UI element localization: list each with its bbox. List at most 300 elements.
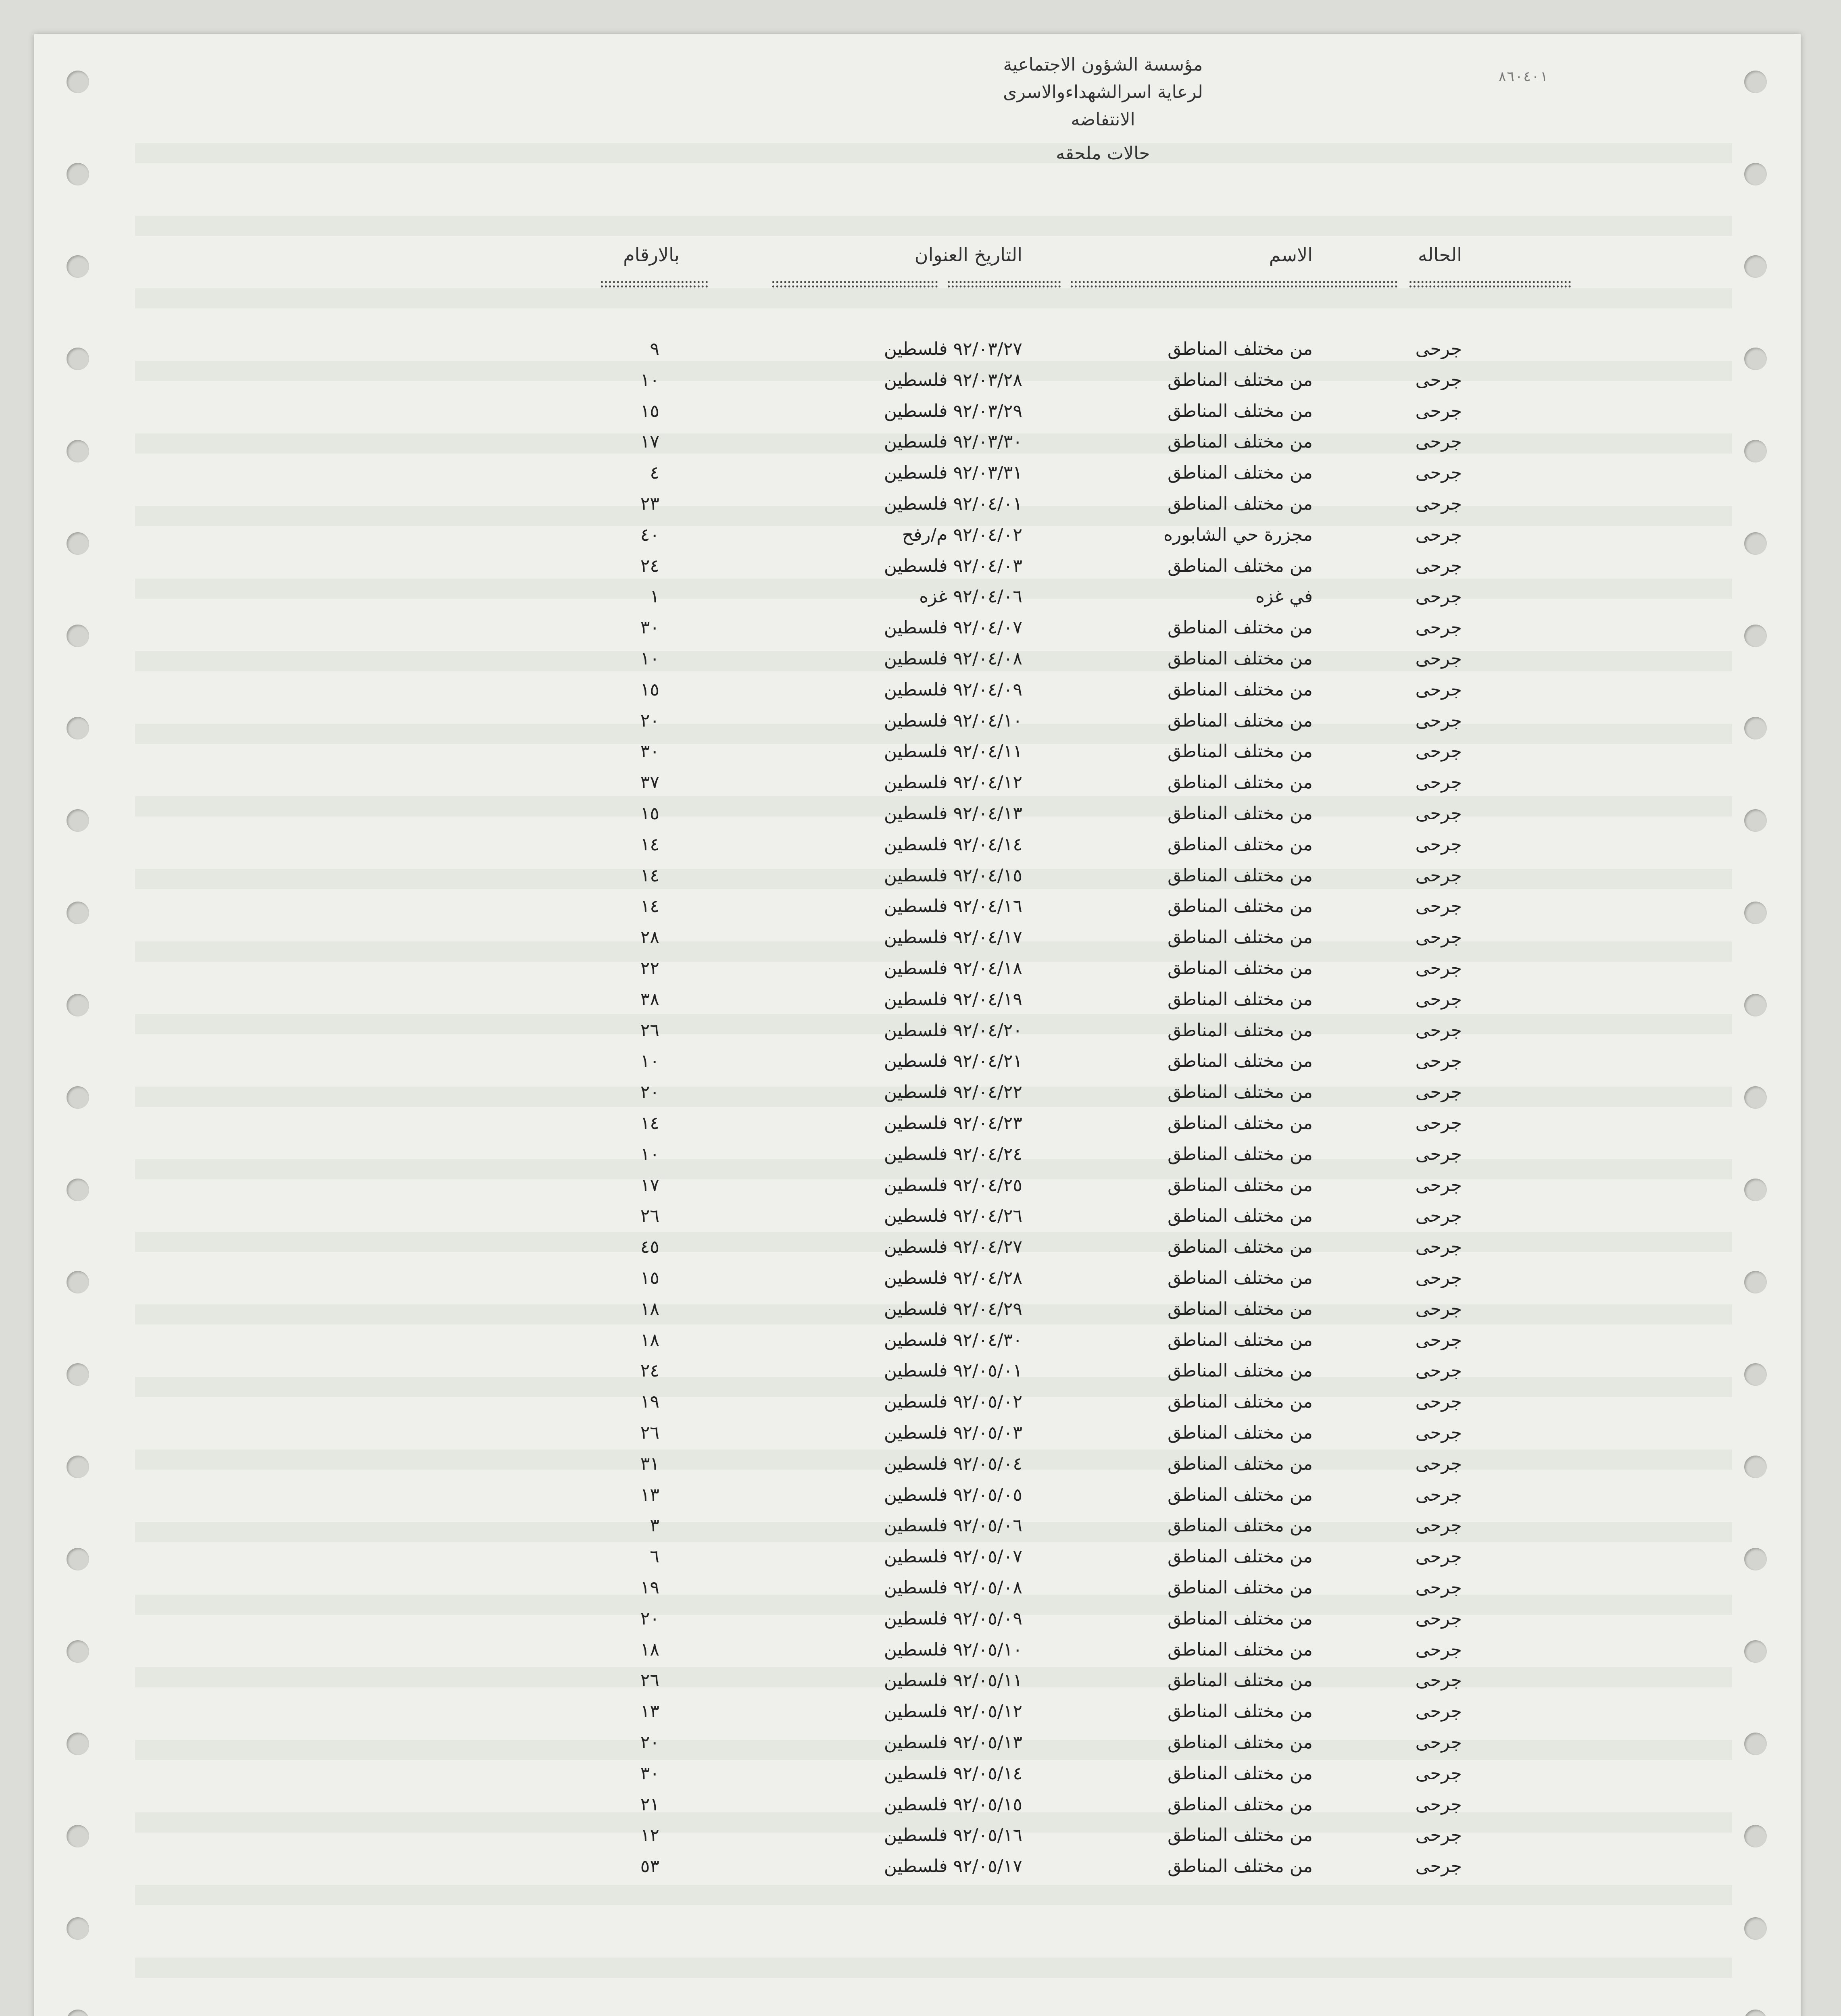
status-cell: جرحى [1415,1794,1462,1815]
date-value: ٩٢/٠٤/٢٧ [953,1237,1022,1258]
table-row [34,648,1801,679]
count-cell: ١٩ [640,1391,659,1412]
address-value: فلسطين [884,1856,948,1877]
name-cell: من مختلف المناطق [1168,772,1313,793]
date-address-cell [813,1391,1022,1412]
date-value: ٩٢/٠٤/١٣ [953,803,1022,824]
count-cell: ١٧ [640,431,659,452]
table-row [34,1485,1801,1516]
address-value: فلسطين [884,1484,948,1505]
date-value: ٩٢/٠٥/٠٥ [953,1484,1022,1505]
status-cell: جرحى [1415,462,1462,483]
date-value: ٩٢/٠٤/١٢ [953,772,1022,793]
feed-hole [67,163,89,185]
date-value: ٩٢/٠٥/١٦ [953,1825,1022,1846]
name-cell: من مختلف المناطق [1168,1825,1313,1846]
date-value: ٩٢/٠٤/١٠ [953,710,1022,731]
table-row [34,1454,1801,1485]
address-value: فلسطين [884,1020,948,1041]
date-address-cell [813,1206,1022,1226]
status-cell: جرحى [1415,1143,1462,1164]
address-value: فلسطين [884,494,948,514]
status-cell: جرحى [1415,1763,1462,1784]
address-value: فلسطين [884,1175,948,1195]
date-value: ٩٢/٠٤/٢٣ [953,1113,1022,1133]
address-value: م/رفح [902,524,948,545]
status-cell: جرحى [1415,1732,1462,1753]
name-cell: من مختلف المناطق [1168,896,1313,917]
table-row [34,1856,1801,1887]
greenbar-stripe [135,1885,1732,1905]
table-row [34,1670,1801,1701]
date-value: ٩٢/٠٥/٠٨ [953,1577,1022,1598]
name-cell: من مختلف المناطق [1168,431,1313,452]
date-value: ٩٢/٠٤/١٤ [953,834,1022,855]
count-cell: ٣١ [640,1453,659,1474]
name-cell: من مختلف المناطق [1168,1175,1313,1195]
status-cell: جرحى [1415,648,1462,669]
table-row [34,1794,1801,1825]
count-cell: ١ [650,586,659,607]
address-value: فلسطين [884,1794,948,1815]
date-address-cell [813,927,1022,948]
address-value: فلسطين [884,400,948,421]
status-cell: جرحى [1415,1391,1462,1412]
count-cell: ١٥ [640,400,659,421]
count-cell: ١٢ [640,1825,659,1846]
table-row [34,556,1801,587]
table-row [34,710,1801,741]
date-address-cell [813,1330,1022,1350]
name-cell: من مختلف المناطق [1168,462,1313,483]
address-value: فلسطين [884,431,948,452]
name-cell: من مختلف المناطق [1168,1206,1313,1227]
name-cell: من مختلف المناطق [1168,1020,1313,1041]
table-row [34,1639,1801,1670]
count-cell: ١٤ [640,1113,659,1133]
address-value: فلسطين [884,958,948,979]
name-cell: في غزه [1255,586,1313,607]
address-value: فلسطين [884,1143,948,1164]
address-value: غزه [919,586,948,607]
name-cell: من مختلف المناطق [1168,1701,1313,1722]
table-row [34,1825,1801,1856]
date-address-cell [813,865,1022,886]
date-address-cell [813,1701,1022,1722]
date-address-cell [813,431,1022,452]
count-cell: ٤٥ [640,1237,659,1258]
count-cell: ٢٠ [640,1732,659,1753]
address-value: فلسطين [884,896,948,917]
date-value: ٩٢/٠٤/١٨ [953,958,1022,979]
status-cell: جرحى [1415,524,1462,545]
status-cell: جرحى [1415,1051,1462,1072]
date-address-cell [813,1825,1022,1845]
table-row [34,772,1801,803]
name-cell: من مختلف المناطق [1168,1794,1313,1815]
name-cell: من مختلف المناطق [1168,617,1313,638]
date-address-cell [813,462,1022,483]
status-cell: جرحى [1415,772,1462,793]
count-cell: ١٩ [640,1577,659,1598]
address-value: فلسطين [884,834,948,855]
date-address-cell [813,494,1022,514]
date-value: ٩٢/٠٤/٠٢ [953,524,1022,545]
status-cell: جرحى [1415,1825,1462,1846]
date-value: ٩٢/٠٤/٢١ [953,1051,1022,1072]
count-cell: ٢٠ [640,710,659,731]
address-value: فلسطين [884,989,948,1010]
status-cell: جرحى [1415,1237,1462,1258]
address-value: فلسطين [884,865,948,886]
table-row [34,1082,1801,1113]
name-cell: من مختلف المناطق [1168,1422,1313,1443]
count-cell: ٣ [650,1515,659,1536]
count-cell: ٣٨ [640,989,659,1010]
header-underline [1409,281,1571,287]
address-value: فلسطين [884,679,948,700]
date-address-cell [813,679,1022,700]
date-address-cell [813,1670,1022,1691]
table-row [34,1144,1801,1175]
address-value: فلسطين [884,1577,948,1598]
date-address-cell [813,1639,1022,1660]
count-cell: ٦ [650,1546,659,1567]
date-address-cell [813,896,1022,916]
header-underline [601,281,708,287]
status-cell: جرحى [1415,1206,1462,1227]
date-value: ٩٢/٠٤/١٦ [953,896,1022,917]
address-value: فلسطين [884,772,948,793]
status-cell: جرحى [1415,896,1462,917]
table-row [34,1422,1801,1454]
date-value: ٩٢/٠٤/٢٥ [953,1175,1022,1195]
date-address-cell [813,1546,1022,1567]
address-value: فلسطين [884,1051,948,1072]
count-cell: ٤ [650,462,659,483]
count-cell: ٣٧ [640,772,659,793]
address-value: فلسطين [884,339,948,359]
status-cell: جرحى [1415,1175,1462,1195]
table-row [34,896,1801,927]
date-value: ٩٢/٠٣/٢٧ [953,339,1022,359]
status-cell: جرحى [1415,1329,1462,1350]
date-value: ٩٢/٠٤/١٥ [953,865,1022,886]
date-address-cell [813,1794,1022,1815]
status-cell: جرحى [1415,927,1462,948]
date-address-cell [813,1422,1022,1443]
count-cell: ٣٠ [640,617,659,638]
count-cell: ٢٦ [640,1020,659,1041]
table-row [34,834,1801,865]
address-value: فلسطين [884,369,948,390]
date-address-cell [813,958,1022,979]
name-cell: من مختلف المناطق [1168,1143,1313,1164]
address-value: فلسطين [884,1113,948,1133]
date-value: ٩٢/٠٥/٠٩ [953,1608,1022,1629]
date-value: ٩٢/٠٤/١٧ [953,927,1022,948]
org-name: مؤسسة الشؤون الاجتماعية [1003,54,1203,75]
date-address-cell [813,339,1022,359]
address-value: فلسطين [884,1268,948,1288]
count-cell: ١٨ [640,1639,659,1660]
address-value: فلسطين [884,741,948,762]
date-address-cell [813,834,1022,855]
date-value: ٩٢/٠٥/٠٢ [953,1391,1022,1412]
date-value: ٩٢/٠٤/٣٠ [953,1329,1022,1350]
greenbar-stripe [135,1958,1732,1978]
date-address-cell [813,1237,1022,1257]
date-value: ٩٢/٠٤/٢٨ [953,1268,1022,1288]
count-cell: ٢٠ [640,1082,659,1103]
date-address-cell [813,710,1022,731]
address-value: فلسطين [884,1422,948,1443]
address-value: فلسطين [884,927,948,948]
name-cell: من مختلف المناطق [1168,555,1313,576]
address-value: فلسطين [884,555,948,576]
date-address-cell [813,1608,1022,1629]
count-cell: ١٠ [640,1051,659,1072]
count-cell: ٢٨ [640,927,659,948]
date-address-cell [813,525,1022,545]
date-value: ٩٢/٠٥/١١ [953,1670,1022,1691]
table-row [34,1175,1801,1206]
date-address-cell [813,1856,1022,1876]
date-address-cell [813,989,1022,1010]
address-value: فلسطين [884,648,948,669]
table-row [34,370,1801,401]
address-value: فلسطين [884,1546,948,1567]
column-header-numbers: بالارقام [623,244,680,266]
date-address-cell [813,1485,1022,1505]
count-cell: ٢٦ [640,1206,659,1227]
count-cell: ١٧ [640,1175,659,1195]
status-cell: جرحى [1415,617,1462,638]
date-value: ٩٢/٠٥/١٢ [953,1701,1022,1722]
status-cell: جرحى [1415,1546,1462,1567]
status-cell: جرحى [1415,1577,1462,1598]
name-cell: من مختلف المناطق [1168,1515,1313,1536]
count-cell: ٢٠ [640,1608,659,1629]
count-cell: ٢١ [640,1794,659,1815]
status-cell: جرحى [1415,1422,1462,1443]
report-title: حالات ملحقه [1056,143,1150,164]
status-cell: جرحى [1415,834,1462,855]
count-cell: ٩ [650,339,659,359]
name-cell: من مختلف المناطق [1168,1608,1313,1629]
date-address-cell [813,556,1022,576]
name-cell: من مختلف المناطق [1168,710,1313,731]
address-value: فلسطين [884,1670,948,1691]
count-cell: ١٤ [640,834,659,855]
name-cell: من مختلف المناطق [1168,1732,1313,1753]
date-value: ٩٢/٠٣/٢٨ [953,369,1022,390]
table-row [34,339,1801,370]
date-value: ٩٢/٠٥/٠٦ [953,1515,1022,1536]
date-address-cell [813,401,1022,421]
table-row [34,1051,1801,1082]
date-value: ٩٢/٠٤/٢٦ [953,1206,1022,1227]
address-value: فلسطين [884,462,948,483]
name-cell: من مختلف المناطق [1168,989,1313,1010]
date-value: ٩٢/٠٥/١٤ [953,1763,1022,1784]
count-cell: ١٥ [640,679,659,700]
table-row [34,494,1801,525]
name-cell: من مختلف المناطق [1168,1391,1313,1412]
name-cell: من مختلف المناطق [1168,1546,1313,1567]
name-cell: من مختلف المناطق [1168,803,1313,824]
greenbar-stripe [135,216,1732,236]
address-value: فلسطين [884,803,948,824]
count-cell: ١٨ [640,1298,659,1319]
address-value: فلسطين [884,710,948,731]
table-row [34,1732,1801,1763]
date-address-cell [813,1082,1022,1102]
address-value: فلسطين [884,1763,948,1784]
date-value: ٩٢/٠٥/١٥ [953,1794,1022,1815]
status-cell: جرحى [1415,865,1462,886]
count-cell: ٢٤ [640,1360,659,1381]
status-cell: جرحى [1415,1453,1462,1474]
status-cell: جرحى [1415,958,1462,979]
date-address-cell [813,772,1022,793]
date-value: ٩٢/٠٥/١٣ [953,1732,1022,1753]
name-cell: من مختلف المناطق [1168,1360,1313,1381]
status-cell: جرحى [1415,1639,1462,1660]
column-header-date-address: التاريخ العنوان [914,244,1022,266]
greenbar-stripe [135,288,1732,308]
name-cell: من مختلف المناطق [1168,834,1313,855]
status-cell: جرحى [1415,1608,1462,1629]
count-cell: ٢٦ [640,1422,659,1443]
status-cell: جرحى [1415,679,1462,700]
date-address-cell [813,617,1022,638]
date-value: ٩٢/٠٥/٠١ [953,1360,1022,1381]
count-cell: ١٠ [640,369,659,390]
name-cell: من مختلف المناطق [1168,1856,1313,1877]
status-cell: جرحى [1415,1701,1462,1722]
date-value: ٩٢/٠٤/٢٩ [953,1298,1022,1319]
date-value: ٩٢/٠٤/٠٩ [953,679,1022,700]
greenbar-stripe [135,143,1732,163]
address-value: فلسطين [884,1732,948,1753]
address-value: فلسطين [884,1515,948,1536]
address-value: فلسطين [884,1206,948,1227]
date-address-cell [813,1051,1022,1071]
table-row [34,1546,1801,1577]
name-cell: من مختلف المناطق [1168,369,1313,390]
count-cell: ١٠ [640,648,659,669]
address-value: فلسطين [884,1701,948,1722]
date-value: ٩٢/٠٤/٠١ [953,494,1022,514]
feed-hole [1744,163,1767,185]
feed-hole [67,255,89,278]
name-cell: من مختلف المناطق [1168,339,1313,359]
status-cell: جرحى [1415,710,1462,731]
status-cell: جرحى [1415,339,1462,359]
date-address-cell [813,586,1022,607]
status-cell: جرحى [1415,1856,1462,1877]
name-cell: مجزرة حي الشابوره [1163,524,1313,545]
name-cell: من مختلف المناطق [1168,679,1313,700]
count-cell: ١٤ [640,896,659,917]
status-cell: جرحى [1415,1298,1462,1319]
status-cell: جرحى [1415,1484,1462,1505]
table-row [34,401,1801,432]
table-row [34,1360,1801,1391]
date-value: ٩٢/٠٤/٢٢ [953,1082,1022,1103]
count-cell: ١٤ [640,865,659,886]
date-address-cell [813,648,1022,669]
table-row [34,1020,1801,1051]
count-cell: ١٥ [640,1268,659,1288]
address-value: فلسطين [884,1082,948,1103]
name-cell: من مختلف المناطق [1168,958,1313,979]
status-cell: جرحى [1415,1515,1462,1536]
status-cell: جرحى [1415,586,1462,607]
feed-hole [1744,255,1767,278]
date-value: ٩٢/٠٤/٠٦ [953,586,1022,607]
date-value: ٩٢/٠٤/٠٨ [953,648,1022,669]
date-value: ٩٢/٠٤/٠٣ [953,555,1022,576]
date-value: ٩٢/٠٤/٢٠ [953,1020,1022,1041]
status-cell: جرحى [1415,431,1462,452]
table-row [34,431,1801,462]
date-address-cell [813,741,1022,762]
status-cell: جرحى [1415,1113,1462,1133]
name-cell: من مختلف المناطق [1168,1670,1313,1691]
name-cell: من مختلف المناطق [1168,1268,1313,1288]
count-cell: ١٥ [640,803,659,824]
date-value: ٩٢/٠٣/٣١ [953,462,1022,483]
date-address-cell [813,1360,1022,1381]
date-value: ٩٢/٠٤/١٩ [953,989,1022,1010]
date-address-cell [813,1113,1022,1133]
table-row [34,617,1801,648]
address-value: فلسطين [884,617,948,638]
name-cell: من مختلف المناطق [1168,1763,1313,1784]
column-header-name: الاسم [1269,244,1313,266]
date-value: ٩٢/٠٣/٣٠ [953,431,1022,452]
date-address-cell [813,1732,1022,1753]
report-section: الانتفاضه [1071,109,1135,130]
name-cell: من مختلف المناطق [1168,1577,1313,1598]
date-value: ٩٢/٠٤/١١ [953,741,1022,762]
name-cell: من مختلف المناطق [1168,1051,1313,1072]
date-address-cell [813,370,1022,390]
date-address-cell [813,1144,1022,1164]
name-cell: من مختلف المناطق [1168,648,1313,669]
table-row [34,989,1801,1020]
name-cell: من مختلف المناطق [1168,400,1313,421]
table-row [34,679,1801,710]
count-cell: ١٣ [640,1484,659,1505]
count-cell: ٢٦ [640,1670,659,1691]
address-value: فلسطين [884,1237,948,1258]
table-row [34,1763,1801,1794]
status-cell: جرحى [1415,1360,1462,1381]
status-cell: جرحى [1415,803,1462,824]
table-row [34,1391,1801,1422]
feed-hole [1744,1917,1767,1940]
date-address-cell [813,1763,1022,1784]
table-row [34,462,1801,494]
table-row [34,927,1801,958]
header-underline [1071,281,1397,287]
table-row [34,1608,1801,1639]
date-address-cell [813,1268,1022,1288]
address-value: فلسطين [884,1639,948,1660]
